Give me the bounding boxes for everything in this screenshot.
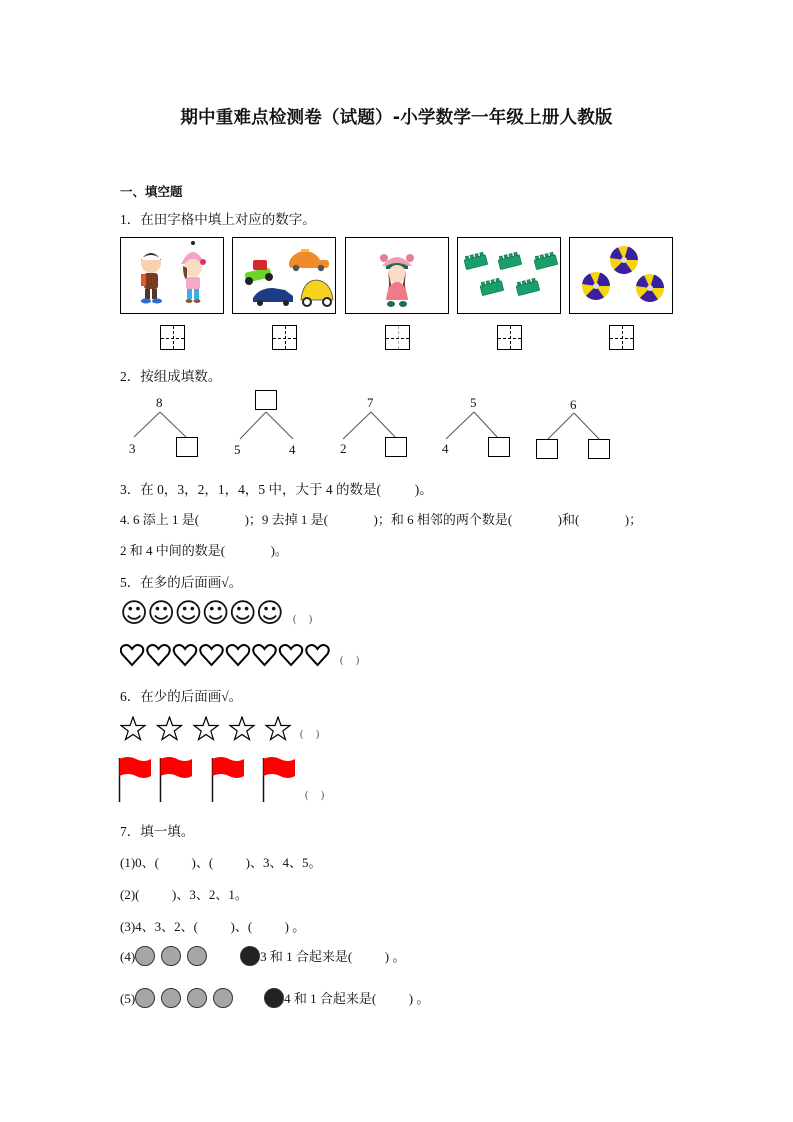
question-2-prompt: 2．按组成填数。 [120, 369, 222, 384]
question-7-item-3: (3)4、3、2、( )、( ) 。 [120, 919, 306, 934]
grey-circle-icon [213, 988, 233, 1008]
smiley-face-icon: ☺ [255, 598, 283, 629]
question-7-item-5 [120, 988, 429, 1008]
dark-circle-icon [264, 988, 284, 1008]
smiley-row [120, 600, 283, 628]
bond-4-top: 5 [470, 395, 477, 410]
bond-3-left: 2 [340, 441, 347, 456]
smiley-face-icon: ☺ [228, 598, 256, 629]
dark-circle-icon [240, 946, 260, 966]
item-4-text: 3 和 1 合起来是( ) 。 [260, 949, 406, 964]
star-row [120, 716, 300, 744]
question-4-line-1: 4. 6 添上 1 是( )；9 去掉 1 是( )；和 6 相邻的两个数是( )和( )； [120, 512, 643, 527]
bond-4-left: 4 [442, 441, 449, 456]
item-5-text: 4 和 1 合起来是( ) 。 [284, 991, 430, 1006]
smiley-face-icon: ☺ [147, 598, 175, 629]
bond-2-top-box[interactable] [255, 390, 277, 410]
bond-2-right: 4 [289, 442, 296, 457]
bond-5-top: 6 [570, 397, 577, 412]
grey-circle-icon [135, 988, 155, 1008]
bond-3-top: 7 [367, 395, 374, 410]
star-answer[interactable]: ( ) [300, 729, 320, 740]
smiley-answer[interactable]: ( ) [293, 614, 313, 625]
heart-row [120, 643, 340, 669]
question-3: 3．在 0，3，2，1，4，5 中，大于 4 的数是( )。 [120, 482, 433, 497]
grey-circle-icon [187, 946, 207, 966]
question-7-item-1: (1)0、( )、( )、3、4、5。 [120, 855, 322, 870]
item-5-label: (5) [120, 991, 136, 1006]
question-6-prompt: 6．在少的后面画√。 [120, 689, 243, 704]
bond-5-right-box[interactable] [588, 439, 610, 459]
grey-circle-icon [187, 988, 207, 1008]
flag-answer[interactable]: ( ) [305, 790, 325, 801]
section-heading: 一、填空题 [120, 184, 183, 199]
grey-circle-icon [135, 946, 155, 966]
heart-answer[interactable]: ( ) [340, 655, 360, 666]
bond-4-right-box[interactable] [488, 437, 510, 457]
question-4-line-2: 2 和 4 中间的数是( )。 [120, 543, 288, 558]
question-5-prompt: 5．在多的后面画√。 [120, 575, 243, 590]
question-7-item-2: (2)( )、3、2、1。 [120, 887, 248, 902]
smiley-face-icon: ☺ [201, 598, 229, 629]
question-7-item-4 [120, 946, 405, 966]
question-1-prompt: 1．在田字格中填上对应的数字。 [120, 212, 316, 227]
flag-row [118, 756, 308, 804]
question-7-prompt: 7．填一填。 [120, 824, 195, 839]
bond-5-left-box[interactable] [536, 439, 558, 459]
page-title: 期中重难点检测卷（试题）-小学数学一年级上册人教版 [180, 108, 613, 128]
bond-1-top: 8 [156, 395, 163, 410]
item-4-label: (4) [120, 949, 136, 964]
smiley-face-icon: ☺ [174, 598, 202, 629]
bond-2-left: 5 [234, 442, 241, 457]
grey-circle-icon [161, 946, 181, 966]
bond-1-right-box[interactable] [176, 437, 198, 457]
bond-3-right-box[interactable] [385, 437, 407, 457]
bond-1-left: 3 [129, 441, 136, 456]
smiley-face-icon: ☺ [120, 598, 148, 629]
grey-circle-icon [161, 988, 181, 1008]
